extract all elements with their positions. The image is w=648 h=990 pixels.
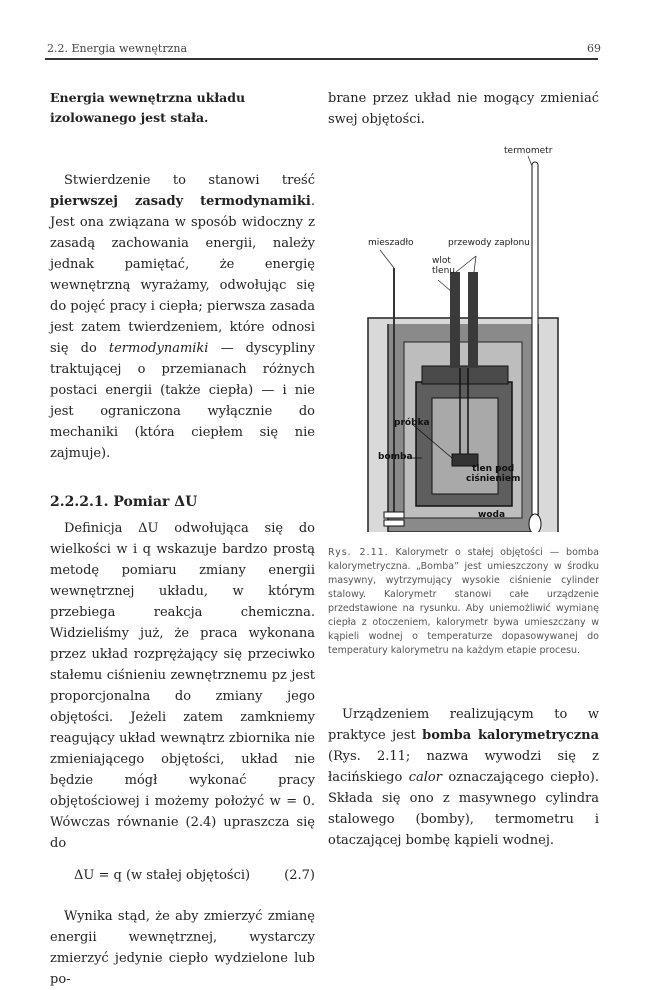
stirrer-blade: [384, 520, 404, 526]
label-ignition-leads: przewody zapłonu: [448, 238, 530, 248]
label-sample: próbka: [394, 418, 430, 428]
label-line: wlot: [432, 256, 451, 266]
first-law-paragraph: [50, 170, 315, 464]
continued-paragraph: brane przez układ nie mogący zmieniać swej objętości.: [328, 91, 599, 127]
leader-line: [474, 256, 476, 272]
ignition-lead-tube: [468, 272, 478, 368]
first-law-statement: Energia wewnętrzna układu izolowanego jest stała.: [50, 90, 246, 125]
equation-number: (2.7): [284, 868, 315, 883]
figure-caption: [328, 546, 599, 658]
section-heading: 2.2.2.1. Pomiar ΔU: [50, 494, 198, 510]
leader-line: [438, 280, 452, 292]
caption-text: Kalorymetr o stałej objętości — bomba kalorymetryczna. „Bomba” jest umieszczony w środku masywny, wytrzymujący wysokie ciśnienie cylinder stalowy. Kalorymetr stanowi całe urządzenie przedstawione na rysunku. Aby uniemożliwić wymianę ciepła z otoczeniem, kalorymetr bywa umieszczany w kąpieli wodnej o temperaturze dopasowywanej do temperatury kalorymetru na każdym etapie procesu.: [328, 547, 599, 656]
bomb-lid: [422, 366, 508, 384]
label-thermometer: termometr: [504, 146, 553, 156]
paragraph-text: (Rys. 2.11; nazwa wywodzi się z łacińskiego: [328, 749, 599, 785]
term-bomb-calorimeter: bomba kalorymetryczna: [422, 728, 599, 743]
stirrer-blade: [384, 512, 404, 518]
right-column: [328, 88, 599, 851]
label-oxygen-inlet: [432, 256, 455, 276]
equation-text: ΔU = q (w stałej objętości): [74, 868, 251, 883]
paragraph-text: Urządzeniem realizującym to w praktyce jest: [328, 707, 599, 743]
label-pressurized-oxygen: [466, 464, 520, 484]
calorimeter-diagram: [356, 142, 566, 532]
thermometer-bulb: [529, 514, 541, 532]
leader-line: [380, 250, 394, 268]
conclusion-paragraph: Wynika stąd, że aby zmierzyć zmianę energii wewnętrznej, wystarczy zmierzyć jedynie ciepło wydzielone lub po-: [50, 909, 315, 987]
caption-label: Rys. 2.11.: [328, 547, 389, 558]
measurement-paragraph: Definicja ΔU odwołująca się do wielkości w i q wskazuje bardzo prostą metodę pomiaru zmiany energii wewnętrznej układu, w którym przebiega reakcja chemiczna. Widzieliśmy już, że praca wykonana przez układ rozprężający się przeciwko stałemu ciśnieniu zewnętrznemu pz jest proporcjonalna do zmiany jego objętości. Jeżeli zatem zamkniemy reagujący układ wewnątrz zbiornika nie zmieniającego objętości, układ nie będzie mógł wykonać pracy objętościowej i możemy położyć w = 0. Wówczas równanie (2.4) upraszcza się do: [50, 521, 315, 851]
bomb-calorimeter-paragraph: [328, 704, 599, 851]
label-line: tlenu: [432, 266, 455, 276]
page-number: 69: [587, 42, 601, 55]
header-rule: [45, 58, 598, 60]
leader-line: [528, 156, 532, 166]
label-line: tlen pod: [472, 464, 515, 474]
left-column: [50, 88, 315, 990]
equation-2-7: [50, 868, 315, 890]
label-water: woda: [478, 510, 506, 520]
label-bomb: bomba: [378, 452, 413, 462]
label-stirrer: mieszadło: [368, 238, 414, 248]
paragraph-text: — dyscypliny traktującej o przemianach różnych postaci energii (także ciepła) — i nie jest ograniczona wyłącznie do mechaniki (która ciepłem się nie zajmuje).: [50, 341, 315, 461]
thermometer: [532, 162, 538, 522]
leader-line: [456, 256, 476, 272]
paragraph-text: . Jest ona związana w sposób widoczny z zasadą zachowania energii, należy jednak pamiętać, że energię wewnętrzną wyrażamy, odwołując się do pojęć pracy i ciepła; pierwsza zasada jest zatem twierdzeniem, które odnosi się do: [50, 194, 315, 356]
label-line: ciśnieniem: [466, 474, 521, 484]
paragraph-text: oznaczającego ciepło). Składa się ono z masywnego cylindra stalowego (bomby), termometru i otaczającej bombę kąpieli wodnej.: [328, 770, 599, 848]
paragraph-text: Stwierdzenie to stanowi treść: [64, 173, 315, 188]
term-thermodynamics: termodynamiki: [108, 341, 209, 356]
term-first-law: pierwszej zasady termodynamiki: [50, 194, 311, 209]
running-header-section: 2.2. Energia wewnętrzna: [47, 42, 188, 55]
bomb-calorimeter-figure: [356, 142, 566, 532]
term-calor: calor: [408, 770, 442, 785]
oxygen-inlet-tube: [450, 272, 460, 368]
